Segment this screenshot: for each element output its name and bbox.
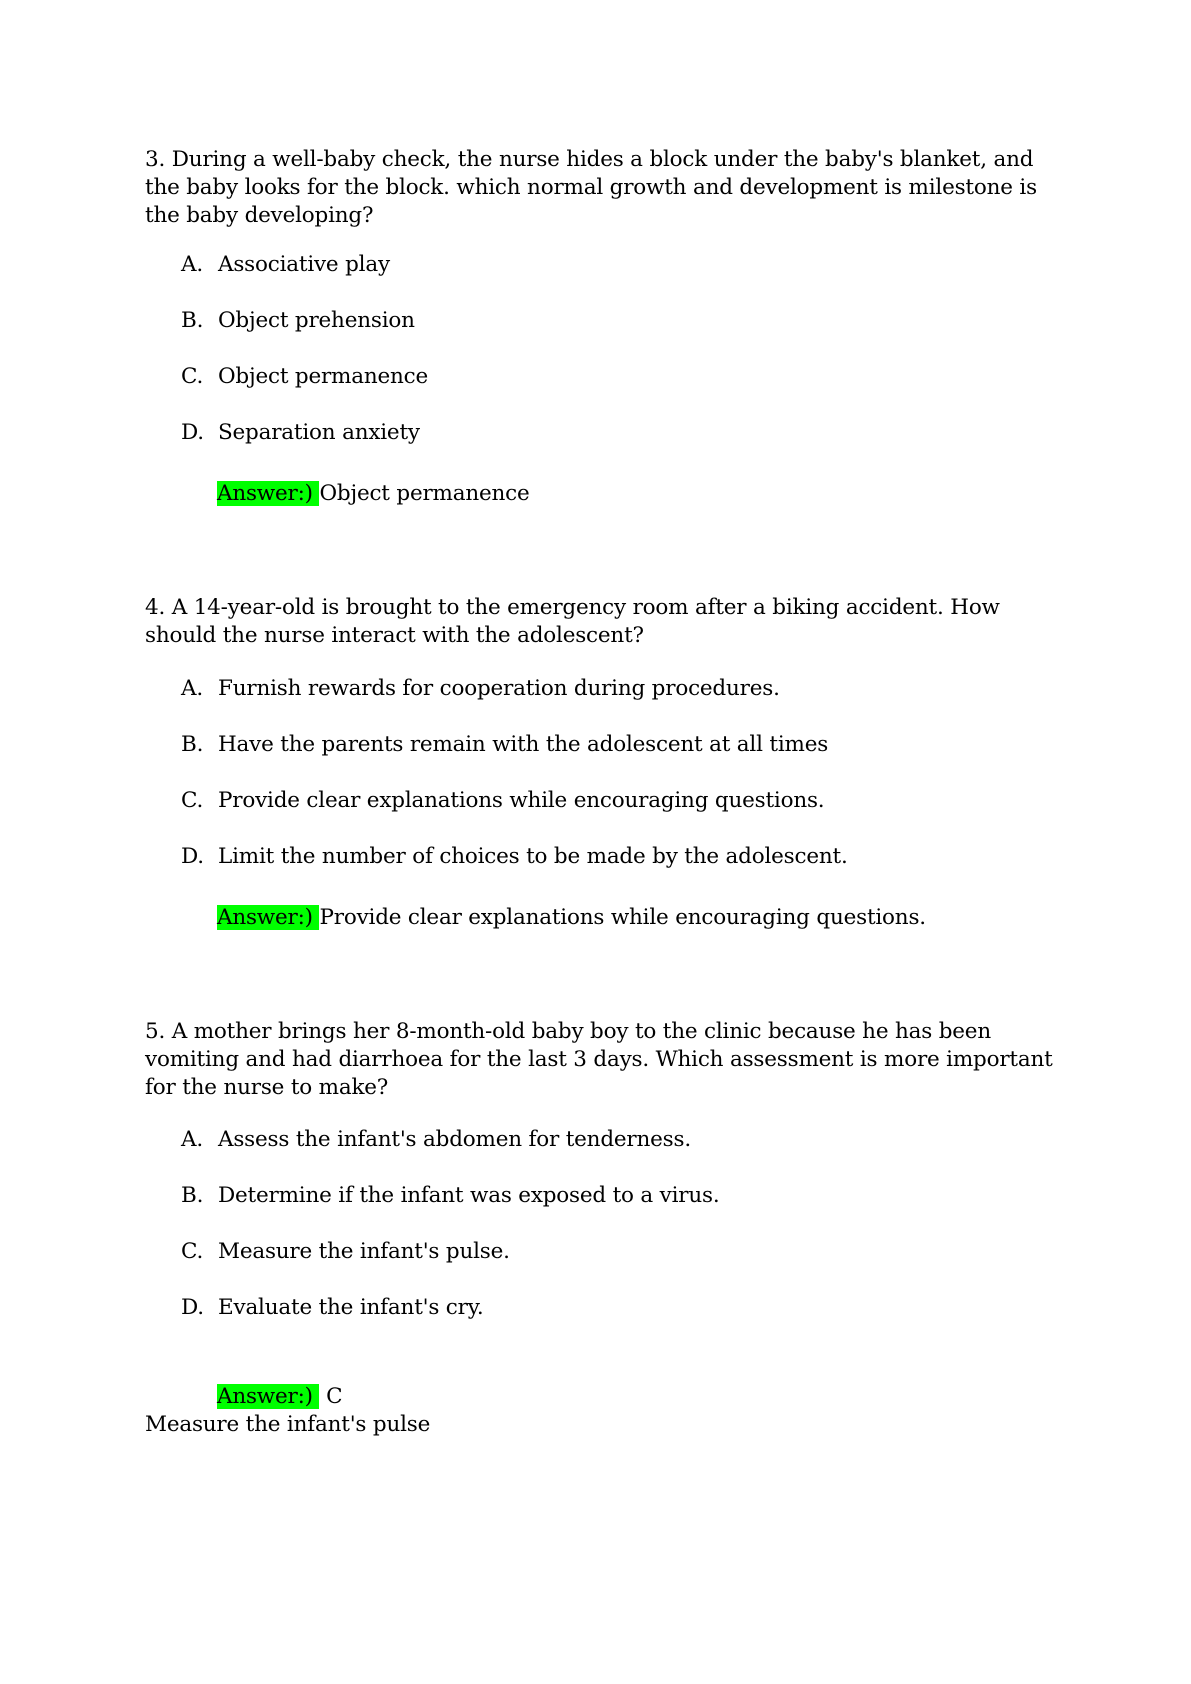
option-text: Evaluate the infant's cry. xyxy=(218,1295,484,1320)
option-letter: D. xyxy=(181,1295,204,1320)
question-3-options xyxy=(181,251,428,475)
question-4-option-d xyxy=(181,843,848,899)
question-5-answer-followup: Measure the infant's pulse xyxy=(145,1412,431,1437)
question-5-option-c xyxy=(181,1238,720,1294)
option-letter: A. xyxy=(181,252,203,277)
option-letter: B. xyxy=(181,308,204,333)
question-3-option-c xyxy=(181,363,428,419)
option-text: Measure the infant's pulse. xyxy=(218,1239,510,1264)
answer-text: Object permanence xyxy=(319,481,530,506)
question-5-option-b xyxy=(181,1182,720,1238)
question-4-prompt: 4. A 14-year-old is brought to the emergency room after a biking accident. How should the nurse interact with the adolescent? xyxy=(145,595,1000,648)
option-letter: A. xyxy=(181,676,203,701)
answer-text: Provide clear explanations while encouraging questions. xyxy=(319,905,926,930)
option-text: Object prehension xyxy=(218,308,415,333)
answer-label: Answer:) xyxy=(217,905,320,930)
question-4-option-a xyxy=(181,675,848,731)
option-letter: B. xyxy=(181,732,204,757)
option-letter: C. xyxy=(181,1239,204,1264)
option-text: Have the parents remain with the adolescent at all times xyxy=(218,732,829,757)
question-4-options xyxy=(181,675,848,899)
option-text: Associative play xyxy=(218,252,390,277)
question-4-option-c xyxy=(181,787,848,843)
question-5-option-d xyxy=(181,1294,720,1350)
question-3-prompt: 3. During a well-baby check, the nurse hides a block under the baby's blanket, and the baby looks for the block. which normal growth and development is milestone is the baby developing? xyxy=(145,147,1037,228)
answer-label: Answer:) xyxy=(217,481,320,506)
question-3-option-a xyxy=(181,251,428,307)
question-5-prompt: 5. A mother brings her 8-month-old baby boy to the clinic because he has been vomiting and had diarrhoea for the last 3 days. Which assessment is more important for the nurse to make? xyxy=(145,1019,1053,1100)
question-4-answer xyxy=(217,904,926,932)
option-text: Provide clear explanations while encouraging questions. xyxy=(218,788,825,813)
question-5-options xyxy=(181,1126,720,1350)
question-3-option-b xyxy=(181,307,428,363)
question-5-option-a xyxy=(181,1126,720,1182)
question-3-option-d xyxy=(181,419,428,475)
option-letter: A. xyxy=(181,1127,203,1152)
answer-text: C xyxy=(319,1384,343,1409)
option-text: Separation anxiety xyxy=(218,420,420,445)
option-text: Furnish rewards for cooperation during procedures. xyxy=(218,676,780,701)
option-letter: D. xyxy=(181,844,204,869)
option-text: Assess the infant's abdomen for tenderness. xyxy=(218,1127,691,1152)
option-letter: C. xyxy=(181,364,204,389)
option-letter: B. xyxy=(181,1183,204,1208)
question-5-answer xyxy=(217,1383,342,1411)
option-text: Limit the number of choices to be made by the adolescent. xyxy=(218,844,848,869)
option-text: Object permanence xyxy=(218,364,429,389)
answer-label: Answer:) xyxy=(217,1384,320,1409)
option-letter: C. xyxy=(181,788,204,813)
option-letter: D. xyxy=(181,420,204,445)
option-text: Determine if the infant was exposed to a virus. xyxy=(218,1183,720,1208)
question-4-option-b xyxy=(181,731,848,787)
question-3-answer xyxy=(217,480,530,508)
